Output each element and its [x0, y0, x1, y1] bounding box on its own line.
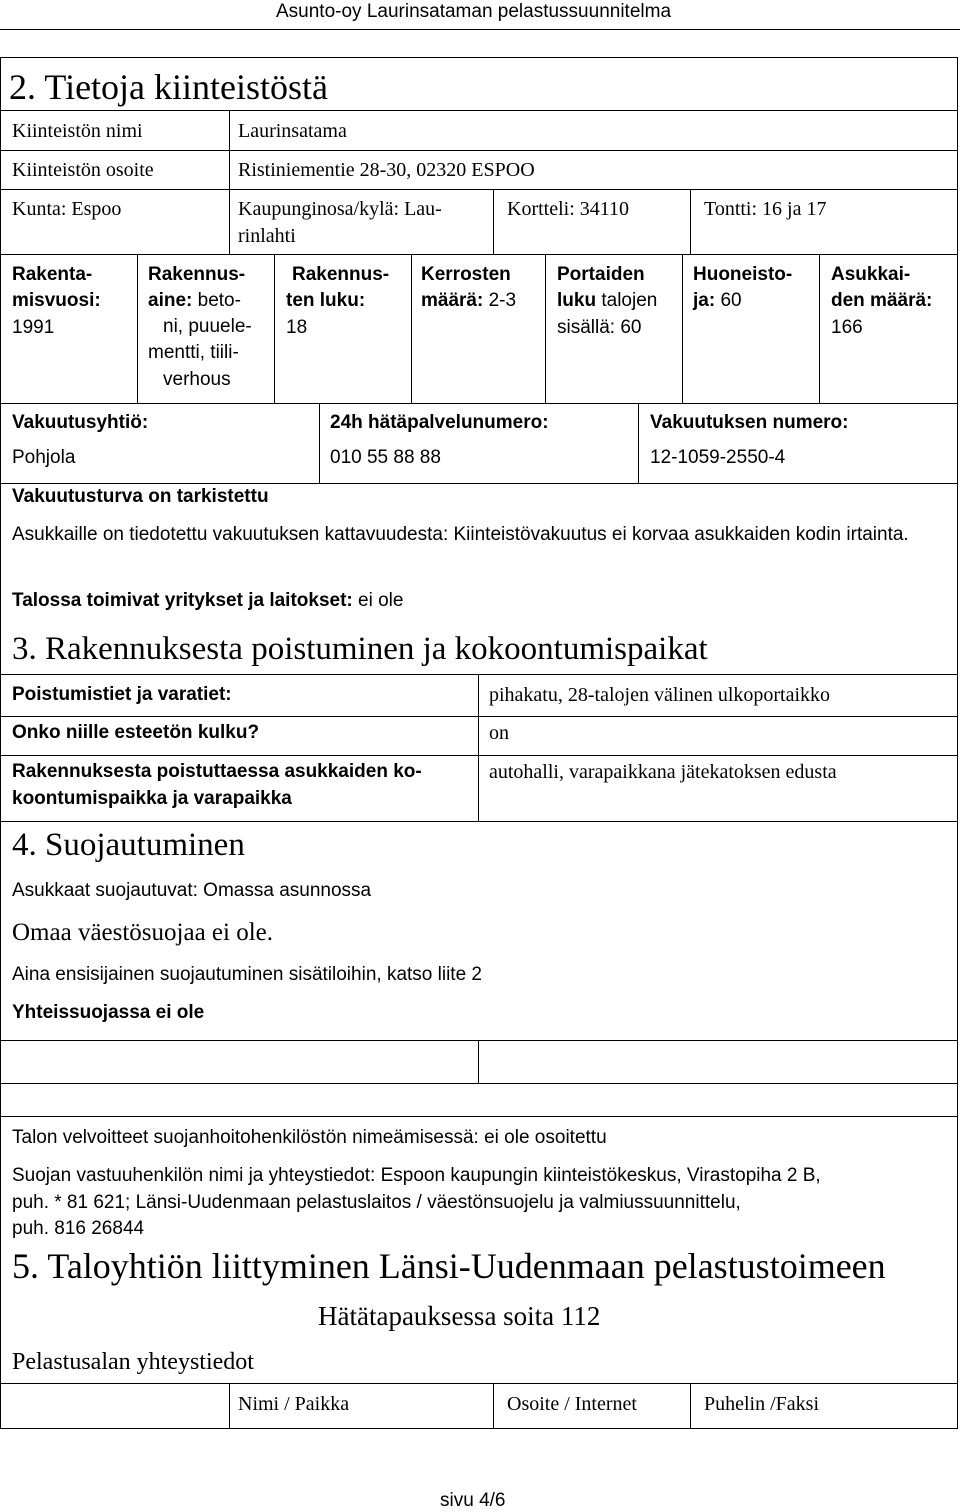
- insurance-checked: Vakuutusturva on tarkistettu: [12, 486, 269, 507]
- rescue-contacts-label: Pelastusalan yhteystiedot: [12, 1349, 254, 1375]
- emergency-call-text: Hätätapauksessa soita 112: [318, 1301, 601, 1331]
- shared-shelter-text: Yhteissuojassa ei ole: [12, 1002, 205, 1023]
- col-phone-fax: Puhelin /Faksi: [704, 1393, 820, 1415]
- primary-shelter-text: Aina ensisijainen suojautuminen sisätiloihin, katso liite 2: [12, 964, 482, 985]
- residents-informed-text: Asukkaille on tiedotettu vakuutuksen kattavuudesta: Kiinteistövakuutus ei korvaa asukkaiden kodin irtainta.: [12, 524, 909, 545]
- col-address-internet: Osoite / Internet: [507, 1393, 637, 1415]
- assembly-point-label-1: Rakennuksesta poistuttaessa asukkaiden ko-: [12, 761, 422, 782]
- section-3-title: 3. Rakennuksesta poistuminen ja kokoontumispaikat: [12, 631, 708, 667]
- section-4-title: 4. Suojautuminen: [12, 827, 245, 863]
- emergency-number-value: 010 55 88 88: [330, 447, 441, 468]
- exit-routes-value: pihakatu, 28-talojen välinen ulkoportaikko: [489, 684, 831, 706]
- sheltering-text: Asukkaat suojautuvat: Omassa asunnossa: [12, 880, 372, 901]
- assembly-point-label-2: koontumispaikka ja varapaikka: [12, 788, 292, 809]
- shelter-staff-text: Talon velvoitteet suojanhoitohenkilöstön nimeämisessä: ei ole osoitettu: [12, 1127, 607, 1148]
- policy-number-label: Vakuutuksen numero:: [650, 412, 849, 433]
- district-line-2: rinlahti: [238, 225, 296, 247]
- businesses-line: [12, 588, 403, 614]
- municipality: Kunta: Espoo: [12, 198, 122, 220]
- header-rule: [0, 29, 960, 30]
- section-2-title: 2. Tietoja kiinteistöstä: [9, 67, 329, 107]
- property-name-value: Laurinsatama: [238, 120, 347, 142]
- insurer-value: Pohjola: [12, 447, 76, 468]
- shelter-contact-line-3: puh. 816 26844: [12, 1218, 145, 1239]
- emergency-number-label: 24h hätäpalvelunumero:: [330, 412, 549, 433]
- accessibility-value: on: [489, 722, 509, 744]
- section-5-title: 5. Taloyhtiön liittyminen Länsi-Uudenmaan pelastustoimeen: [12, 1246, 886, 1286]
- policy-number-value: 12-1059-2550-4: [650, 447, 786, 468]
- exit-routes-label: Poistumistiet ja varatiet:: [12, 684, 232, 705]
- accessibility-label: Onko niille esteetön kulku?: [12, 722, 260, 743]
- businesses-label: Talossa toimivat yritykset ja laitokset:: [12, 590, 353, 611]
- page-number: sivu 4/6: [440, 1490, 506, 1511]
- running-header: Asunto-oy Laurinsataman pelastussuunnitelma: [276, 1, 672, 22]
- property-name-label: Kiinteistön nimi: [12, 120, 143, 142]
- property-address-value: Ristiniementie 28-30, 02320 ESPOO: [238, 159, 535, 181]
- block-number: Kortteli: 34110: [507, 198, 630, 220]
- assembly-point-value: autohalli, varapaikkana jätekatoksen edusta: [489, 761, 837, 783]
- businesses-value: ei ole: [358, 590, 404, 611]
- plot-number: Tontti: 16 ja 17: [704, 198, 827, 220]
- district-line-1: Kaupunginosa/kylä: Lau-: [238, 198, 442, 220]
- property-address-label: Kiinteistön osoite: [12, 159, 154, 181]
- shelter-contact-line-1: Suojan vastuuhenkilön nimi ja yhteystiedot: Espoon kaupungin kiinteistökeskus, Virastopiha 2 B,: [12, 1165, 821, 1186]
- no-shelter-text: Omaa väestösuojaa ei ole.: [12, 919, 274, 946]
- insurer-label: Vakuutusyhtiö:: [12, 412, 149, 433]
- shelter-contact-line-2: puh. * 81 621; Länsi-Uudenmaan pelastuslaitos / väestönsuojelu ja valmiussuunnittelu,: [12, 1192, 741, 1213]
- col-name-place: Nimi / Paikka: [238, 1393, 350, 1415]
